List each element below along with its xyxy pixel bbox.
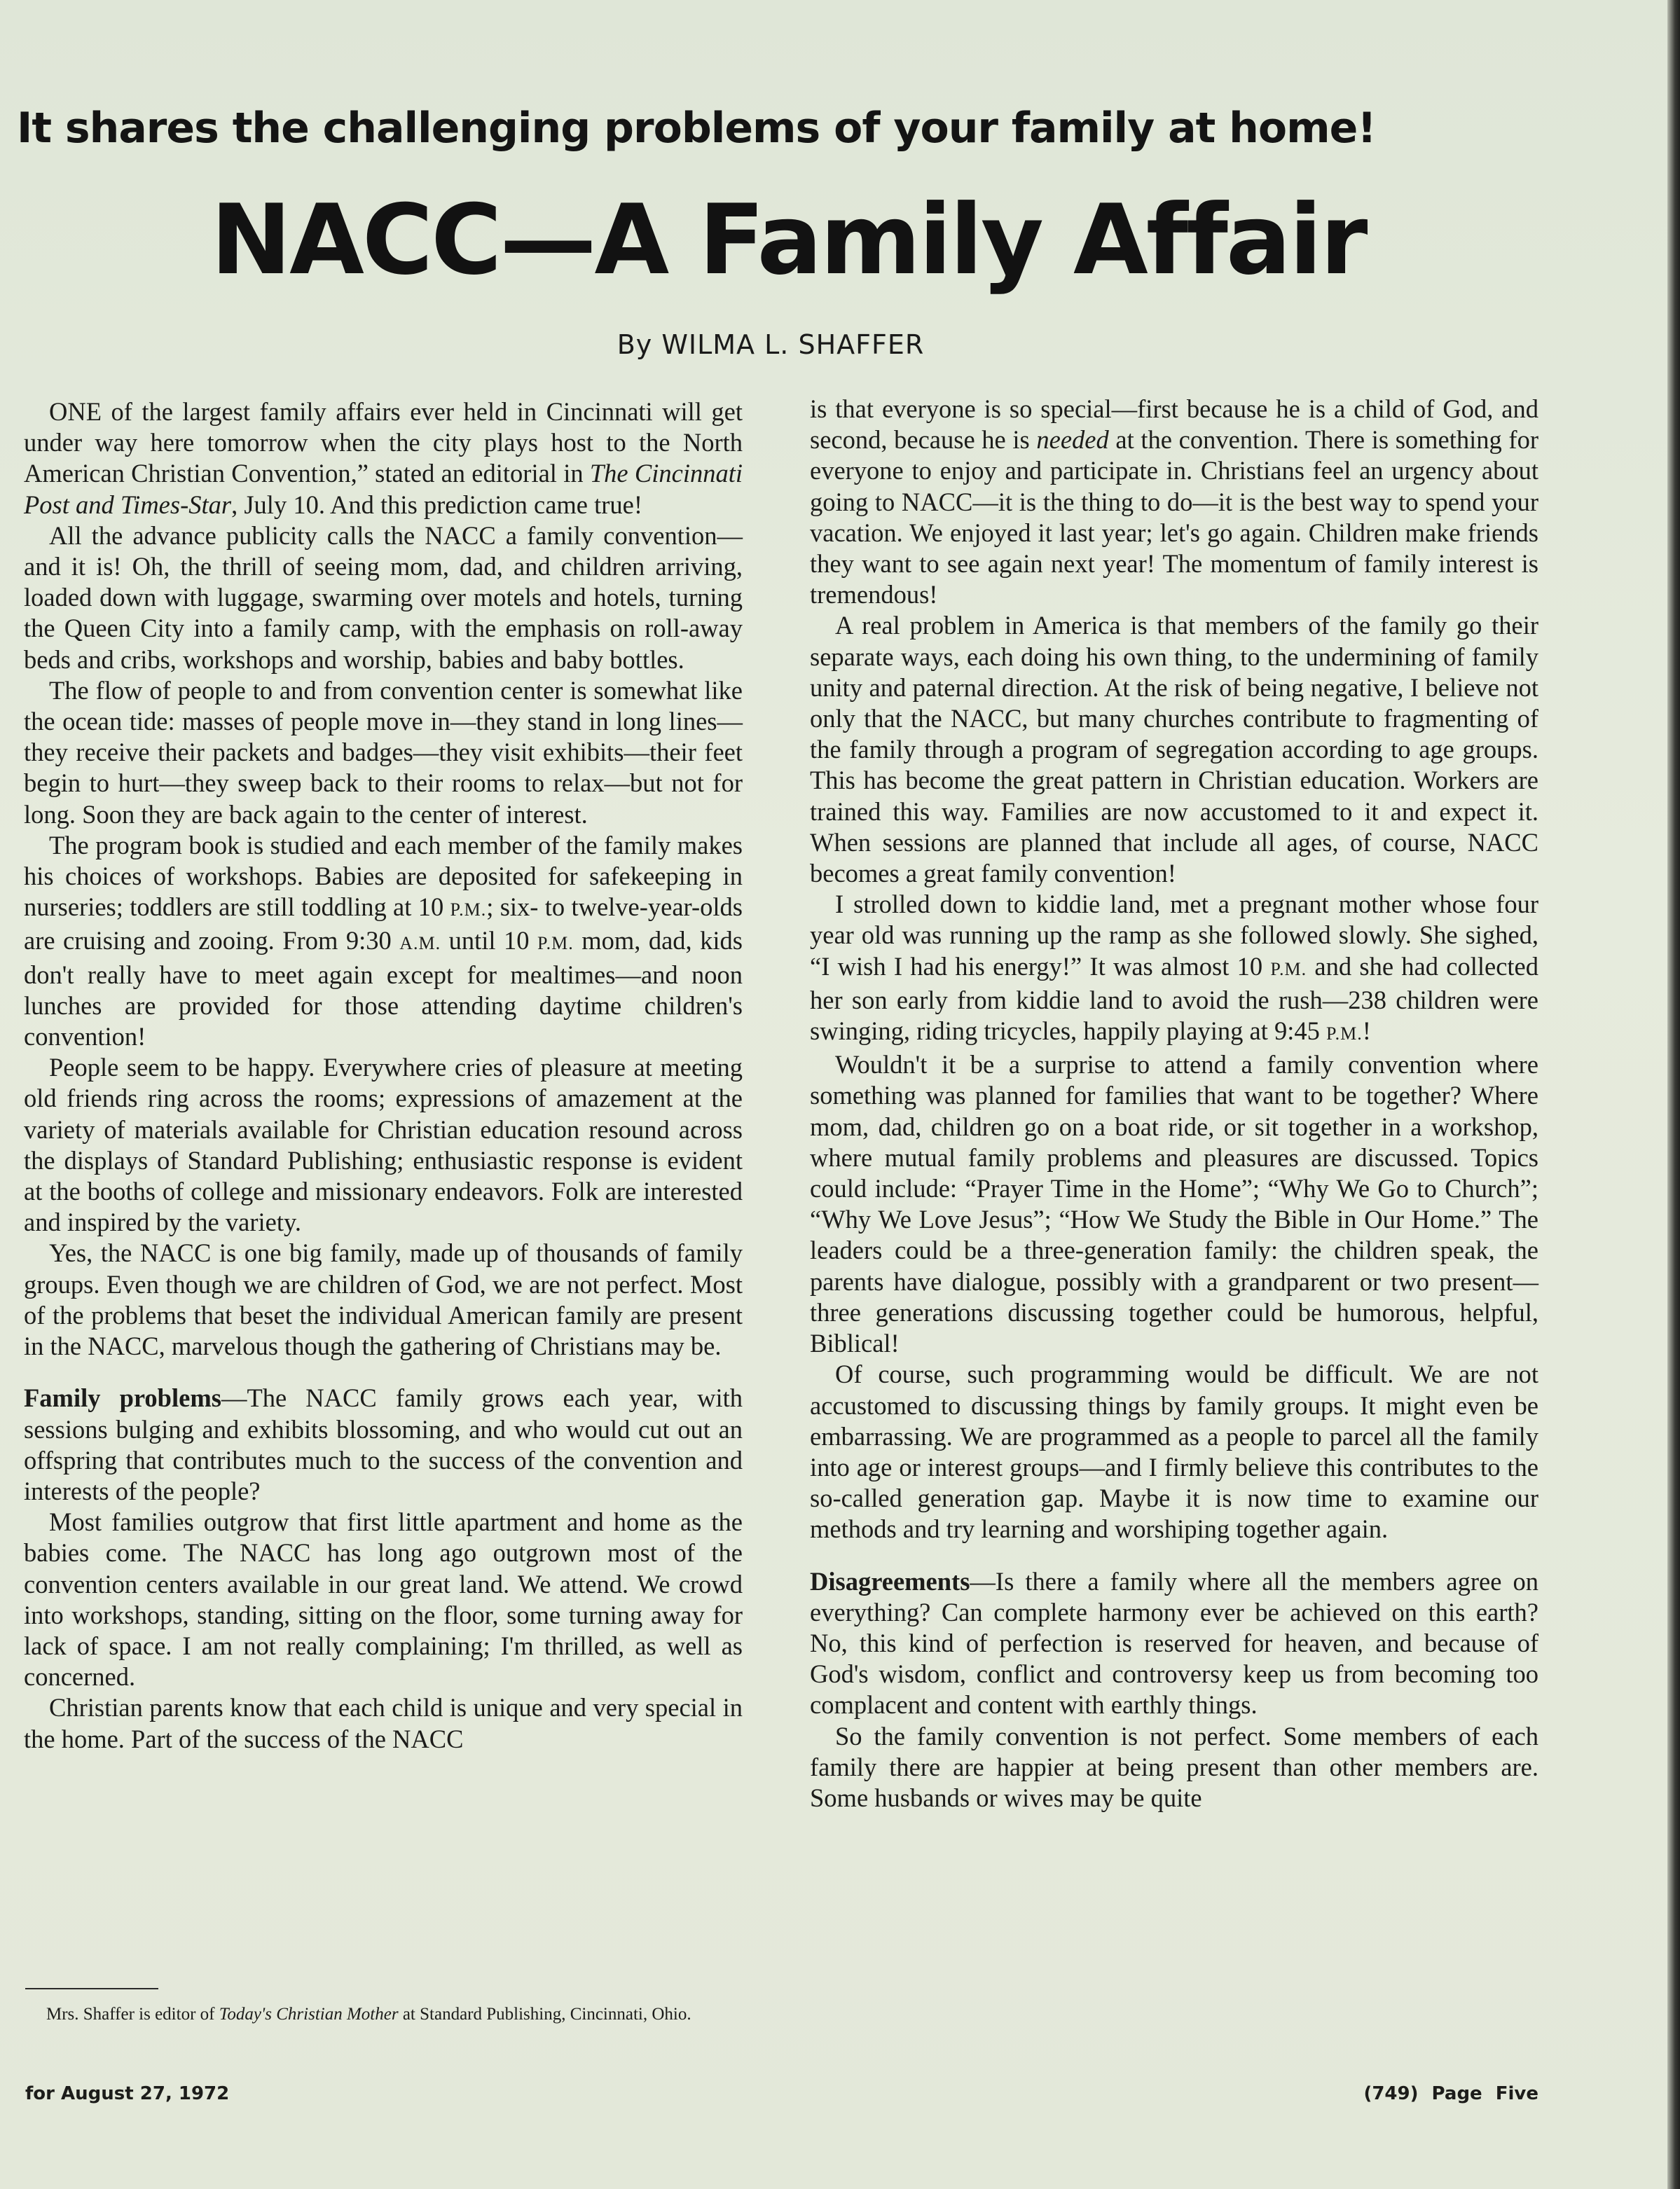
binding-edge — [1667, 0, 1680, 2189]
paragraph: The flow of people to and from convention center is somewhat like the ocean tide: masses of people move in—they stand in long lines—they receive their packets and badges—they visit exhibits—their feet begin to hurt—they sweep back to their rooms to relax—but not for long. Soon they are back again to the center of interest. — [24, 675, 743, 829]
paragraph: I strolled down to kiddie land, met a pregnant mother whose four year old was running up the ramp as she followed slowly. She sighed, “I wish I had his energy!” It was almost 10 P.M. and she had collected her son early from kiddie land to avoid the rush—238 children were swinging, riding tricycles, happily playing at 9:45 P.M.! — [810, 890, 1538, 1046]
paragraph: The program book is studied and each member of the family makes his choices of workshops. Babies are deposited for safekeeping in nurseries; toddlers are still toddling at 10 P.M.; six- to twelve-year-olds are cruising and zooing. From 9:30 A.M. until 10 P.M. mom, dad, kids don't really have to meet again except for mealtimes—and noon lunches are provided for those attending daytime children's convention! — [24, 830, 743, 1051]
section-paragraph: Disagreements—Is there a family where all the members agree on everything? Can complete harmony ever be achieved on this earth? No, this kind of perfection is reserved for heaven, and because of God's wisdom, conflict and controversy keep us from becoming too complacent and content with earthly things. — [810, 1566, 1538, 1720]
paragraph: People seem to be happy. Everywhere cries of pleasure at meeting old friends ring across the rooms; expressions of amazement at the variety of materials available for Christian education resound across the displays of Standard Publishing; enthusiastic response is evident at the booths of college and missionary endeavors. Folk are interested and inspired by the variety. — [24, 1053, 743, 1237]
footnote-rule — [25, 1988, 158, 1989]
right-column — [810, 394, 1538, 1814]
paragraph: Of course, such programming would be difficult. We are not accustomed to discussing things by family groups. It might even be embarrassing. We are programmed as a people to parcel all the family into age or interest groups—and I firmly believe this contributes to the so-called generation gap. Maybe it is now time to examine our methods and try learning and worshiping together again. — [810, 1360, 1538, 1544]
subhead-family-problems: Family problems — [24, 1383, 221, 1413]
page-number: (749) Page Five — [1363, 2083, 1538, 2104]
paragraph: is that everyone is so special—first because he is a child of God, and second, because he is needed at the convention. There is something for everyone to enjoy and participate in. Christians feel an urgency about going to NACC—it is the thing to do—it is the best way to spend your vacation. We enjoyed it last year; let's go again. Children make friends they want to see again next year! The momentum of family interest is tremendous! — [810, 394, 1538, 609]
paragraph: Most families outgrow that first little apartment and home as the babies come. The NACC has long ago outgrown most of the convention centers available in our great land. We attend. We crowd into workshops, standing, sitting on the floor, some turning away for lack of space. I am not really complaining; I'm thrilled, as well as concerned. — [24, 1507, 743, 1692]
paragraph: ONE of the largest family affairs ever held in Cincinnati will get under way here tomorrow when the city plays host to the North American Christian Convention,” stated an editorial in The Cincinnati Post and Times-Star, July 10. And this prediction came true! — [24, 397, 743, 519]
paragraph: Yes, the NACC is one big family, made up of thousands of family groups. Even though we are children of God, we are not perfect. Most of the problems that beset the individual American family are present in the NACC, marvelous though the gathering of Christians may be. — [24, 1238, 743, 1361]
article-title: NACC—A Family Affair — [210, 184, 1366, 296]
section-paragraph: Family problems—The NACC family grows each year, with sessions bulging and exhibits blossoming, and who would cut out an offspring that contributes much to the success of the convention and interests of the people? — [24, 1383, 743, 1505]
article-kicker: It shares the challenging problems of your family at home! — [17, 104, 1376, 153]
paragraph: So the family convention is not perfect. Some members of each family there are happier at being present than other members are. Some husbands or wives may be quite — [810, 1721, 1538, 1812]
left-column — [24, 396, 743, 1755]
paragraph: Wouldn't it be a surprise to attend a family convention where something was planned for families that want to be together? Where mom, dad, children go on a boat ride, or sit together in a workshop, where mutual family problems and pleasures are discussed. Topics could include: “Prayer Time in the Home”; “Why We Go to Church”; “Why We Love Jesus”; “How We Study the Bible in Our Home.” The leaders could be a three-generation family: the children speak, the parents have dialogue, possibly with a grandparent or two present—three generations discussing together could be humorous, helpful, Biblical! — [810, 1050, 1538, 1358]
paragraph: All the advance publicity calls the NACC a family convention—and it is! Oh, the thrill of seeing mom, dad, and children arriving, loaded down with luggage, swarming over motels and hotels, turning the Queen City into a family camp, with the emphasis on roll-away beds and cribs, workshops and worship, babies and baby bottles. — [24, 520, 743, 674]
author-footnote: Mrs. Shaffer is editor of Today's Christian Mother at Standard Publishing, Cincinnati, Ohio. — [46, 2005, 691, 2024]
paragraph: Christian parents know that each child is unique and very special in the home. Part of the success of the NACC — [24, 1693, 743, 1753]
publication-title: The Cincinnati Post and Times-Star — [24, 459, 743, 519]
magazine-title: Today's Christian Mother — [219, 2005, 399, 2024]
subhead-disagreements: Disagreements — [810, 1566, 970, 1596]
issue-date: for August 27, 1972 — [25, 2083, 230, 2104]
article-byline: By WILMA L. SHAFFER — [617, 329, 925, 360]
paragraph: A real problem in America is that members of the family go their separate ways, each doing his own thing, to the undermining of family unity and paternal direction. At the risk of being negative, I believe not only that the NACC, but many churches contribute to fragmenting of the family through a program of segregation according to age groups. This has become the great pattern in Christian education. Workers are trained this way. Families are now accustomed to it and expect it. When sessions are planned that include all ages, of course, NACC becomes a great family convention! — [810, 611, 1538, 888]
